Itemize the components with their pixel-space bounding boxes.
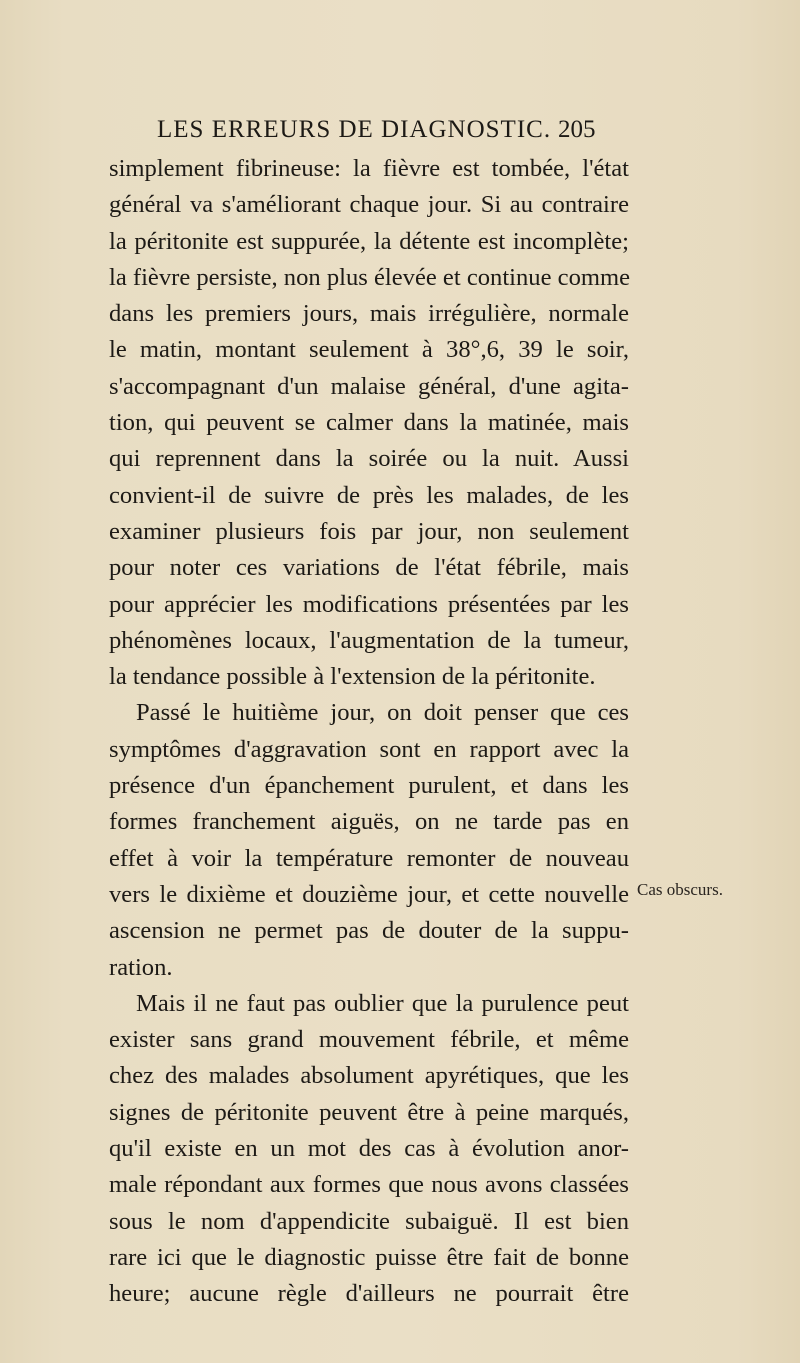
text-line: vers le dixième et douzième jour, et cette nouvelle	[109, 880, 629, 908]
text-line: sous le nom d'appendicite subaiguë. Il est bien	[109, 1207, 629, 1235]
text-line: chez des malades absolument apyrétiques, que les	[109, 1062, 629, 1090]
text-line: symptômes d'aggravation sont en rapport avec la	[109, 735, 629, 763]
text-line: le matin, montant seulement à 38°,6, 39 le soir,	[109, 336, 629, 364]
text-line: effet à voir la température remonter de nouveau	[109, 844, 629, 872]
text-line: qui reprennent dans la soirée ou la nuit. Aussi	[109, 445, 629, 473]
text-line: qu'il existe en un mot des cas à évolution anor-	[109, 1135, 629, 1163]
paragraph-start-line: Mais il ne faut pas oublier que la purulence peut	[136, 989, 629, 1017]
text-line: général va s'améliorant chaque jour. Si au contraire	[109, 191, 629, 219]
text-line: la fièvre persiste, non plus élevée et continue comme	[109, 263, 631, 291]
text-line: rare ici que le diagnostic puisse être fait de bonne	[109, 1243, 629, 1271]
text-line: pour apprécier les modifications présentées par les	[109, 590, 629, 618]
text-line: heure; aucune règle d'ailleurs ne pourrait être	[109, 1280, 629, 1308]
text-line: dans les premiers jours, mais irrégulière, normale	[109, 300, 629, 328]
text-line: la péritonite est suppurée, la détente est incomplète;	[109, 227, 629, 255]
text-line: présence d'un épanchement purulent, et dans les	[109, 772, 629, 800]
margin-note: Cas obscurs.	[637, 880, 723, 899]
text-line: simplement fibrineuse: la fièvre est tombée, l'état	[109, 155, 629, 182]
running-head-title: LES ERREURS DE DIAGNOSTIC.	[157, 116, 552, 143]
text-line: ascension ne permet pas de douter de la suppu-	[109, 917, 629, 945]
text-line: la tendance possible à l'extension de la péritonite.	[109, 663, 596, 691]
text-line: s'accompagnant d'un malaise général, d'une agita-	[109, 372, 629, 400]
text-line: exister sans grand mouvement fébrile, et même	[109, 1026, 629, 1054]
page-number: 205	[558, 116, 596, 143]
text-line: formes franchement aiguës, on ne tarde pas en	[109, 808, 629, 836]
text-line: pour noter ces variations de l'état fébrile, mais	[109, 554, 629, 582]
text-line: male répondant aux formes que nous avons classées	[109, 1171, 629, 1199]
body-text	[109, 151, 629, 1313]
running-head	[0, 112, 800, 148]
text-line: tion, qui peuvent se calmer dans la matinée, mais	[109, 409, 629, 437]
text-line: signes de péritonite peuvent être à peine marqués,	[109, 1098, 629, 1126]
text-line: ration.	[109, 953, 173, 981]
text-line: convient-il de suivre de près les malades, de les	[109, 481, 629, 509]
text-line: examiner plusieurs fois par jour, non seulement	[109, 517, 629, 545]
text-line: phénomènes locaux, l'augmentation de la tumeur,	[109, 626, 629, 654]
paragraph-start-line: Passé le huitième jour, on doit penser que ces	[136, 699, 629, 727]
